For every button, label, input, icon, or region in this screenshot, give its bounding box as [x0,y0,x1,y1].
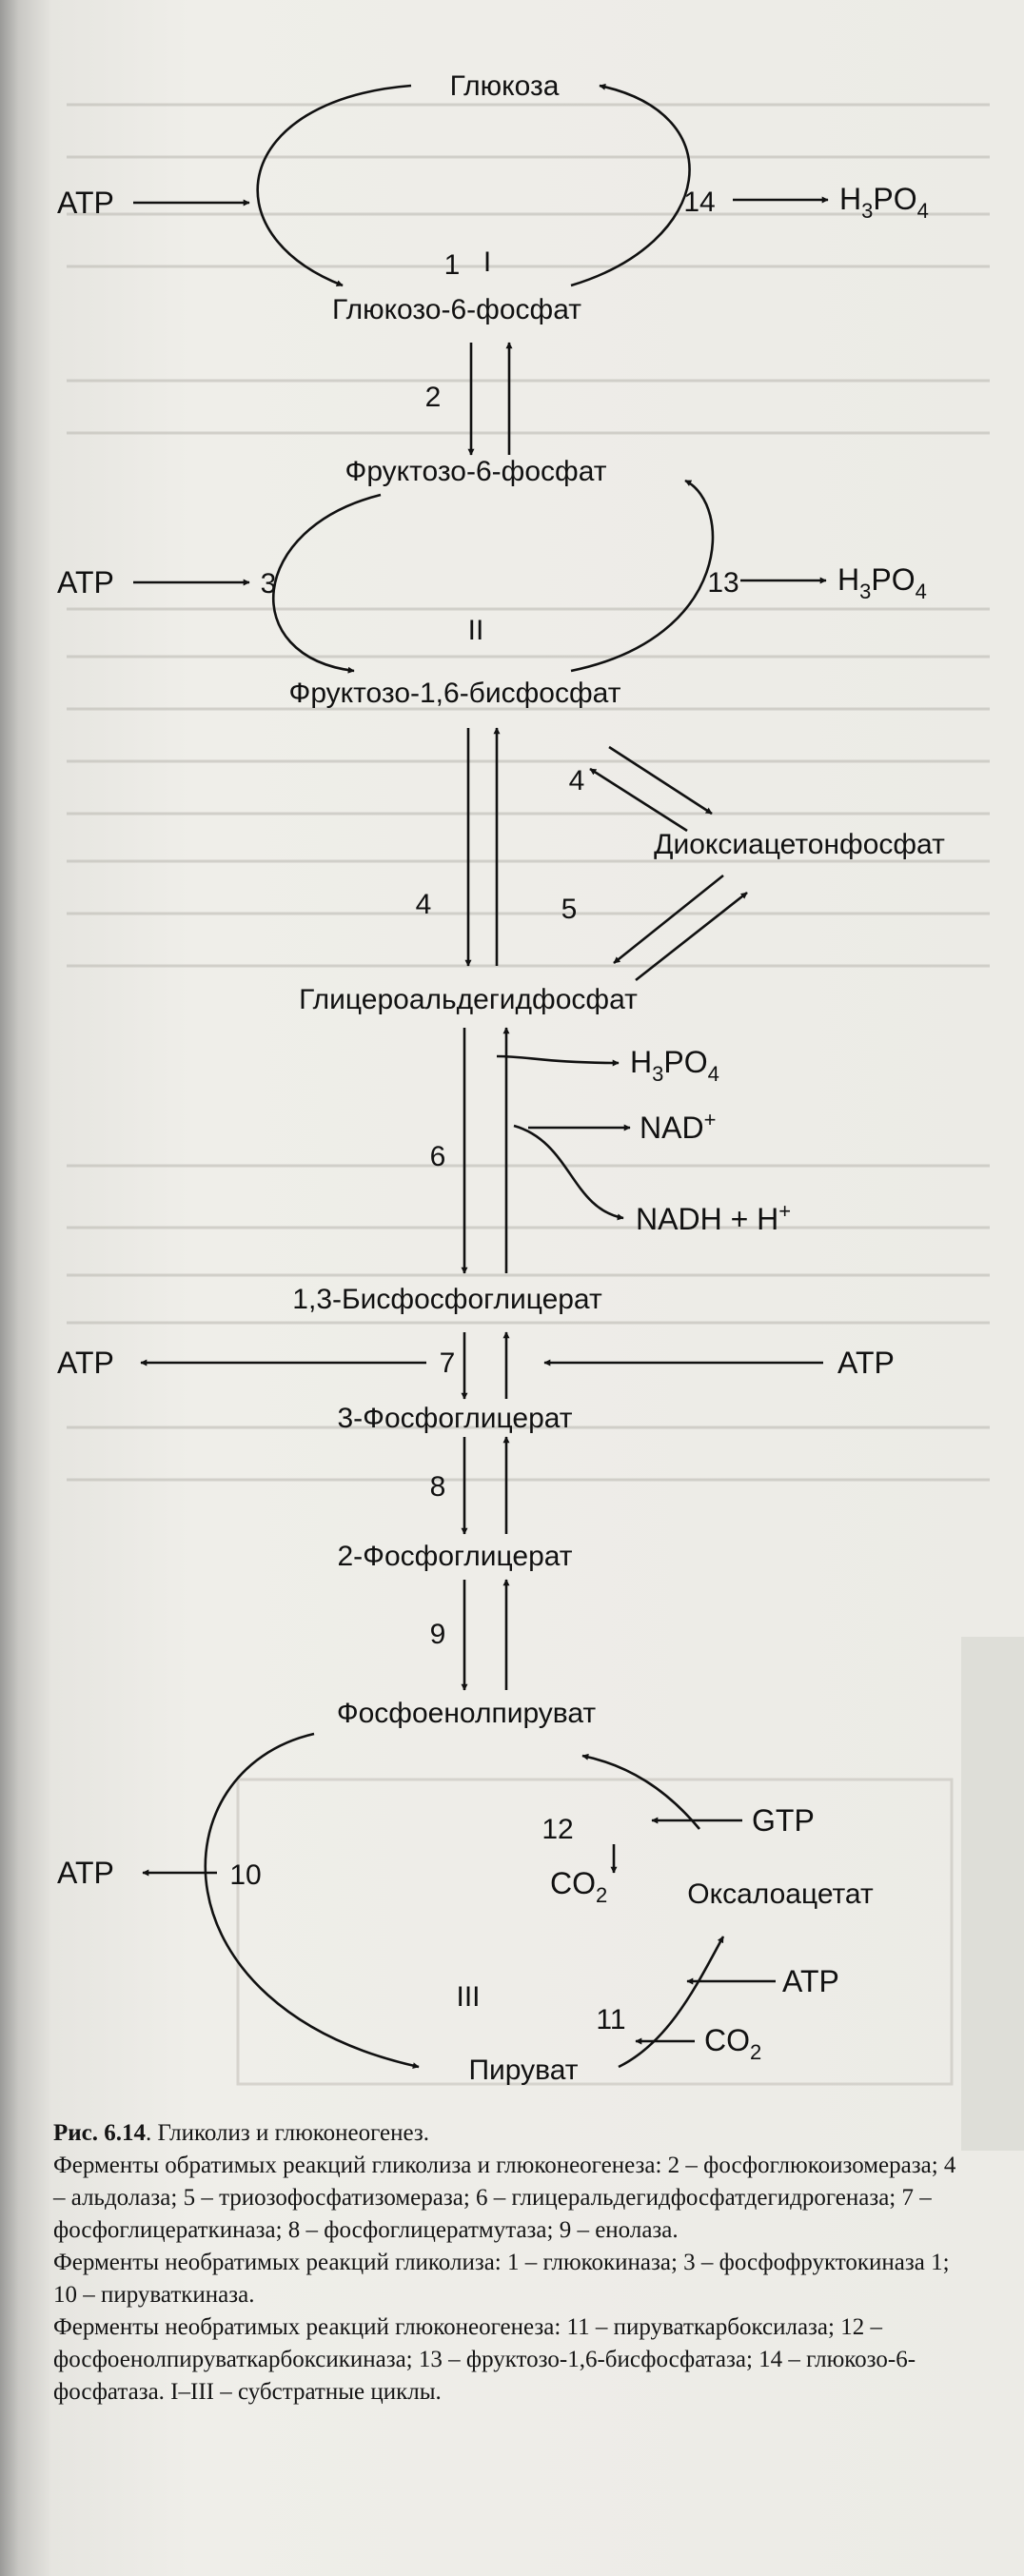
enzyme-3-label: 3 [260,568,277,600]
figure-caption [53,2117,967,2409]
cofactor-phosphate-13: $H_3PO_4$ [837,562,927,603]
caption-glycolysis-irreversible: Ферменты необратимых реакций гликолиза: 1 – глюкокиназа; 3 – фосфофруктокиназа 1; 10 – пируваткиназа. [53,2250,950,2308]
node-oxaloacetate: Оксалоацетат [687,1878,874,1910]
node-1-3-bisphosphoglycerate: 1,3-Бисфосфоглицерат [292,1284,602,1315]
enzyme-4-label-top: 4 [568,765,585,796]
reaction-4-dhap-reverse [590,769,687,831]
enzyme-10-label: 10 [229,1859,262,1891]
node-phosphoenolpyruvate: Фосфоенолпируват [336,1698,597,1729]
cofactor-atp-7-left: ATP [57,1346,114,1380]
enzyme-1-label: 1 [443,249,461,281]
caption-title: . Гликолиз и глюконеогенез. [146,2120,430,2146]
cofactor-atp-10: ATP [57,1856,114,1890]
reaction-3-arc [273,495,381,671]
cofactor-atp-3: ATP [57,565,114,600]
node-2-phosphoglycerate: 2-Фосфоглицерат [337,1541,573,1572]
enzyme-12-label: 12 [542,1814,574,1845]
node-glucose: Глюкоза [449,70,560,102]
enzyme-11-label: 11 [596,2004,626,2035]
caption-title-line [53,2117,967,2150]
node-glucose-6-phosphate: Глюкозо-6-фосфат [332,294,581,325]
enzyme-13-label: 13 [707,567,739,599]
caption-reversible-enzymes: Ферменты обратимых реакций гликолиза и глюконеогенеза: 2 – фосфоглюкоизомераза; 4 – альдолаза; 5 – триозофосфатизомераза; 6 – глицеральдегидфосфатдегидрогеназа; 7 – фосфоглицераткиназа; 8 – фосфоглицератмутаза; 9 – енолаза. [53,2153,956,2243]
reaction-13-arc [571,481,713,671]
cofactor-gtp: GTP [752,1803,815,1838]
enzyme-5-label: 5 [561,894,578,925]
cofactor-co2-12: $CO_2$ [550,1866,608,1907]
reaction-14-arc [571,86,690,285]
enzyme-2-label: 2 [424,382,442,413]
pi-in-6-curve [497,1056,619,1063]
node-pyruvate: Пируват [468,2055,579,2086]
enzyme-4-label: 4 [415,889,432,920]
cycle-I-label: I [482,246,492,278]
cofactor-phosphate-6: $H_3PO_4$ [630,1045,719,1086]
reaction-4-to-dhap [609,747,712,814]
cofactor-atp-1: ATP [57,186,114,220]
node-glyceraldehyde-phosphate: Глицероальдегидфосфат [299,984,638,1015]
enzyme-8-label: 8 [429,1471,446,1503]
cofactor-nadh: NADH + H+ [636,1199,792,1236]
caption-gluconeogenesis-irreversible: Ферменты необратимых реакций глюконеогенеза: 11 – пируваткарбоксилаза; 12 – фосфоенолпируваткарбоксикиназа; 13 – фруктозо-1,6-бисфосфатаза; 14 – глюкозо-6-фосфатаза. I–III – субстратные циклы. [53,2314,916,2405]
reaction-10-arc [206,1734,419,2067]
enzyme-14-label: 14 [683,187,716,218]
node-dihydroxyacetone-phosphate: Диоксиацетонфосфат [654,829,945,860]
cofactor-phosphate-14: $H_3PO_4$ [839,182,929,223]
enzyme-9-label: 9 [429,1619,446,1650]
enzyme-7-label: 7 [439,1347,456,1379]
caption-label: Рис. 6.14 [53,2120,147,2146]
cofactor-co2-11: $CO_2$ [704,2023,762,2064]
reaction-1-arc [258,86,411,285]
node-fructose-1-6-bisphosphate: Фруктозо-1,6-бисфосфат [288,678,621,709]
cofactor-atp-11: ATP [782,1964,839,1998]
enzyme-6-label: 6 [429,1141,446,1172]
nadh-out-6-curve [514,1126,623,1218]
cofactor-atp-7-right: ATP [837,1346,895,1380]
node-fructose-6-phosphate: Фруктозо-6-фосфат [345,456,607,487]
node-3-phosphoglycerate: 3-Фосфоглицерат [337,1403,573,1434]
cofactor-nad: NAD+ [640,1108,717,1145]
reaction-5-forward [614,875,723,963]
cycle-III-label: III [456,1981,481,2013]
reaction-12-arc [582,1756,699,1829]
reaction-5-reverse [636,893,747,980]
cycle-II-label: II [467,615,484,646]
